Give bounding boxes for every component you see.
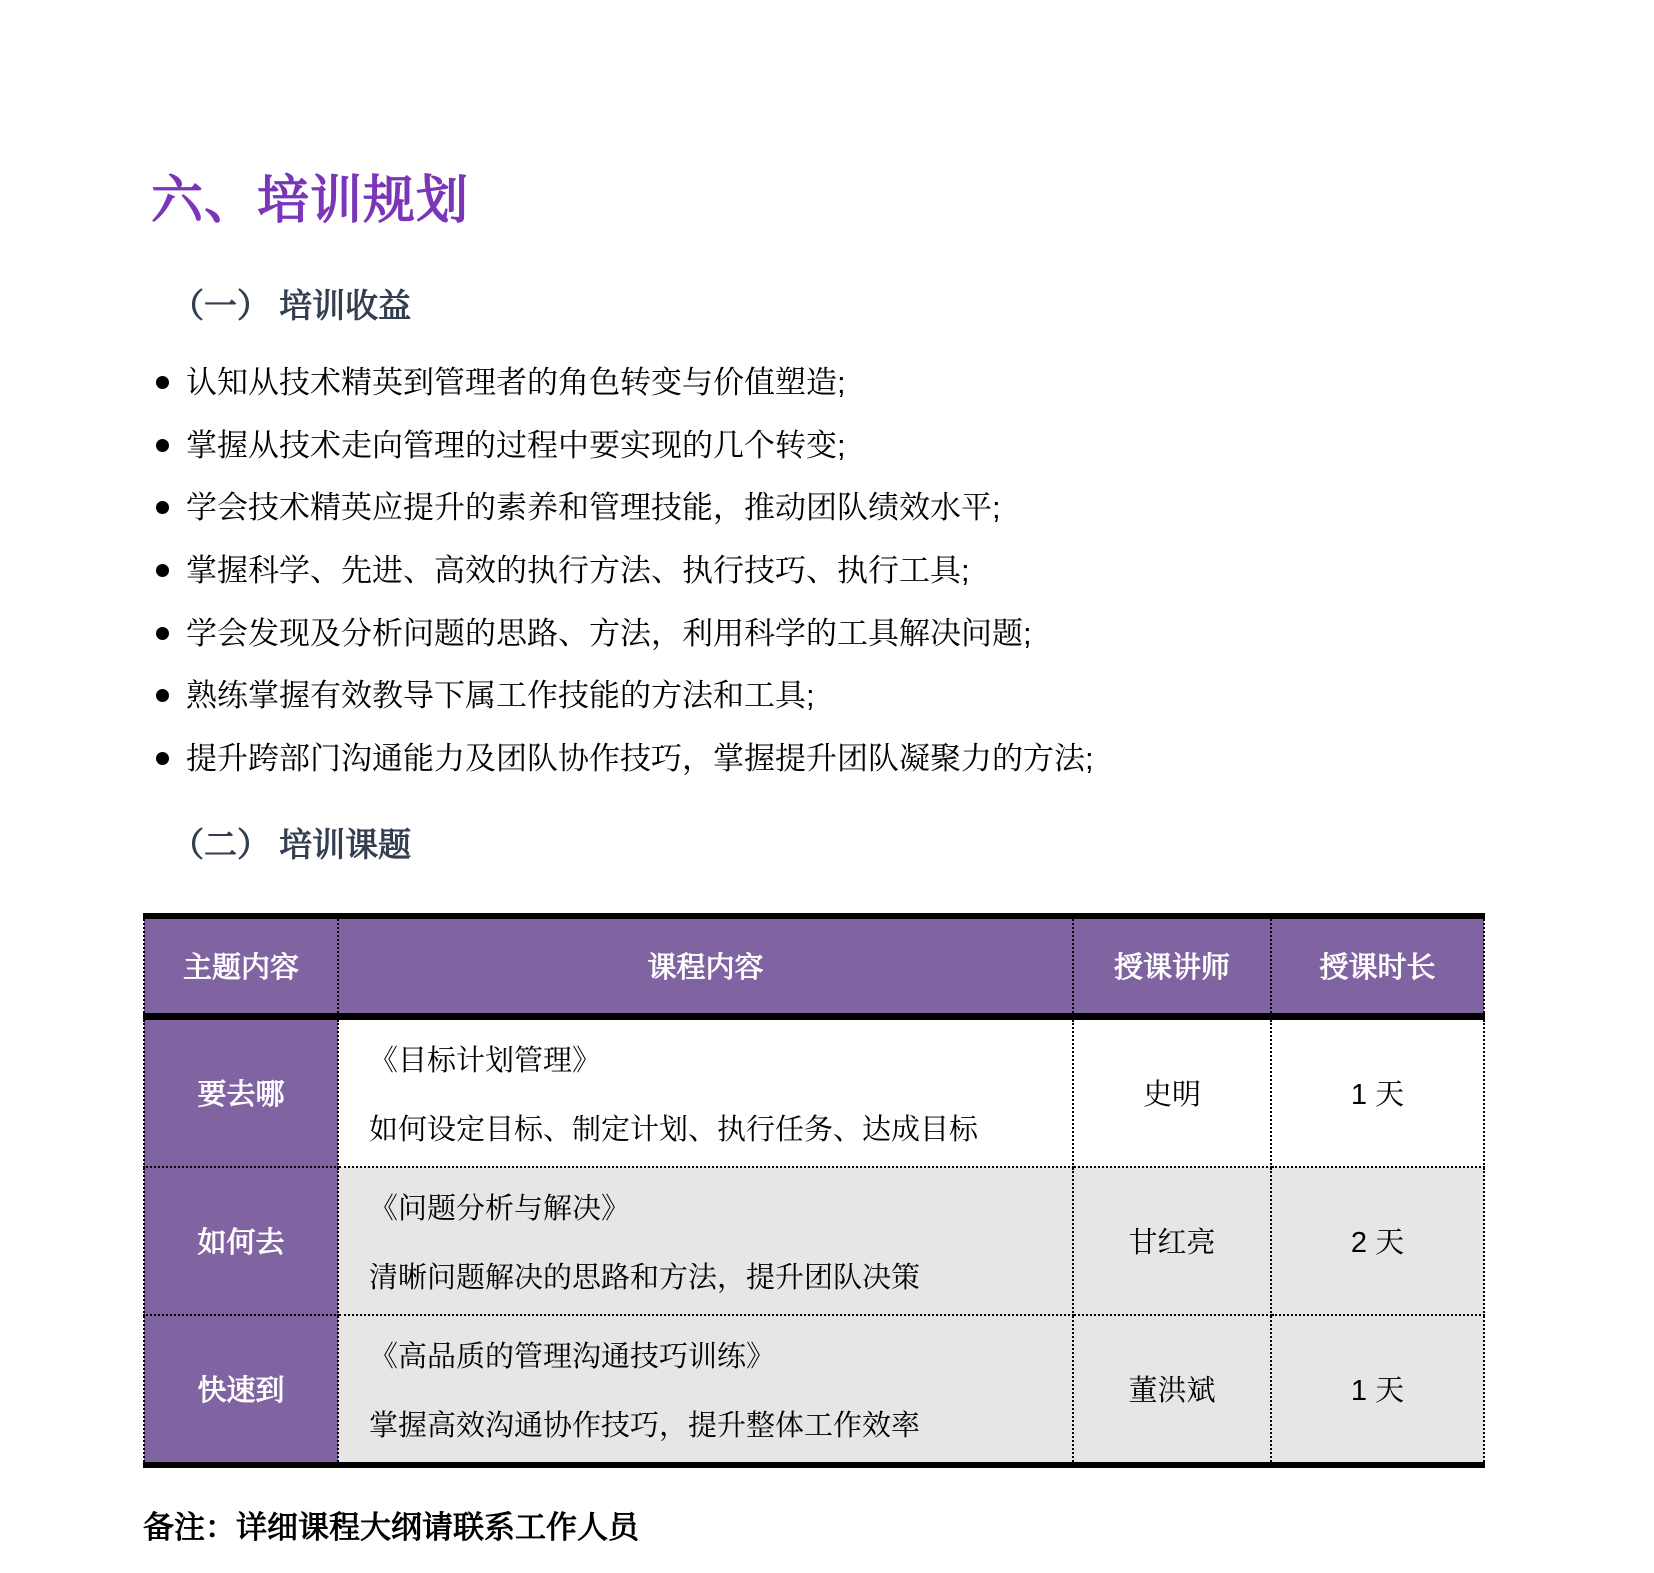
- benefit-item: [143, 555, 1483, 588]
- duration-cell: 2 天: [1271, 1167, 1484, 1315]
- instructor-cell: 甘红亮: [1073, 1167, 1271, 1315]
- benefit-text: 熟练掌握有效教导下属工作技能的方法和工具;: [186, 678, 815, 714]
- bullet-dot-icon: [156, 564, 169, 577]
- bullet-dot-icon: [156, 752, 169, 765]
- table-row: [144, 1167, 1484, 1315]
- benefit-item: [143, 367, 1483, 400]
- table-header-course: 课程内容: [338, 916, 1073, 1017]
- section-benefits-heading: （一） 培训收益: [171, 286, 412, 324]
- theme-cell: 要去哪: [144, 1016, 338, 1167]
- instructor-cell: 董洪斌: [1073, 1315, 1271, 1465]
- theme-cell: 快速到: [144, 1315, 338, 1465]
- duration-cell: 1 天: [1271, 1016, 1484, 1167]
- course-cell: [338, 1167, 1073, 1315]
- benefit-text: 学会技术精英应提升的素养和管理技能，推动团队绩效水平;: [186, 490, 1001, 526]
- table-header-row: [144, 916, 1484, 1017]
- table-header-instructor: 授课讲师: [1073, 916, 1271, 1017]
- course-description: 清晰问题解决的思路和方法，提升团队决策: [369, 1261, 921, 1294]
- course-cell: [338, 1016, 1073, 1167]
- bullet-dot-icon: [156, 627, 169, 640]
- course-title: 《高品质的管理沟通技巧训练》: [369, 1340, 776, 1373]
- benefit-item: [143, 615, 1483, 651]
- benefit-text: 学会发现及分析问题的思路、方法，利用科学的工具解决问题;: [186, 615, 1032, 651]
- course-description: 掌握高效沟通协作技巧，提升整体工作效率: [369, 1409, 921, 1442]
- course-title: 《目标计划管理》: [369, 1044, 602, 1077]
- bullet-dot-icon: [156, 501, 169, 514]
- bullet-dot-icon: [156, 689, 169, 702]
- bullet-dot-icon: [156, 439, 169, 452]
- course-title: 《问题分析与解决》: [369, 1192, 631, 1225]
- benefit-item: [143, 427, 1483, 463]
- benefit-item: [143, 740, 1483, 776]
- benefit-item: [143, 492, 1483, 525]
- theme-cell: 如何去: [144, 1167, 338, 1315]
- note-text: 备注：详细课程大纲请联系工作人员: [143, 1509, 639, 1545]
- benefit-text: 掌握科学、先进、高效的执行方法、执行技巧、执行工具;: [186, 553, 970, 589]
- page-content: [143, 0, 1483, 1547]
- course-description: 如何设定目标、制定计划、执行任务、达成目标: [369, 1113, 979, 1146]
- table-header-theme: 主题内容: [144, 916, 338, 1017]
- topics-table: [143, 913, 1485, 1468]
- bullet-dot-icon: [156, 376, 169, 389]
- table-row: [144, 1315, 1484, 1465]
- table-row: [144, 1016, 1484, 1167]
- section-topics-heading: （二） 培训课题: [171, 826, 412, 864]
- benefit-item: [143, 680, 1483, 713]
- benefits-list: [143, 367, 1483, 775]
- duration-cell: 1 天: [1271, 1315, 1484, 1465]
- table-header-duration: 授课时长: [1271, 916, 1484, 1017]
- course-cell: [338, 1315, 1073, 1465]
- page-title: 六、培训规划: [151, 172, 470, 230]
- instructor-cell: 史明: [1073, 1016, 1271, 1167]
- benefit-text: 提升跨部门沟通能力及团队协作技巧，掌握提升团队凝聚力的方法;: [186, 740, 1094, 776]
- benefit-text: 认知从技术精英到管理者的角色转变与价值塑造;: [186, 365, 846, 401]
- benefit-text: 掌握从技术走向管理的过程中要实现的几个转变;: [186, 427, 846, 463]
